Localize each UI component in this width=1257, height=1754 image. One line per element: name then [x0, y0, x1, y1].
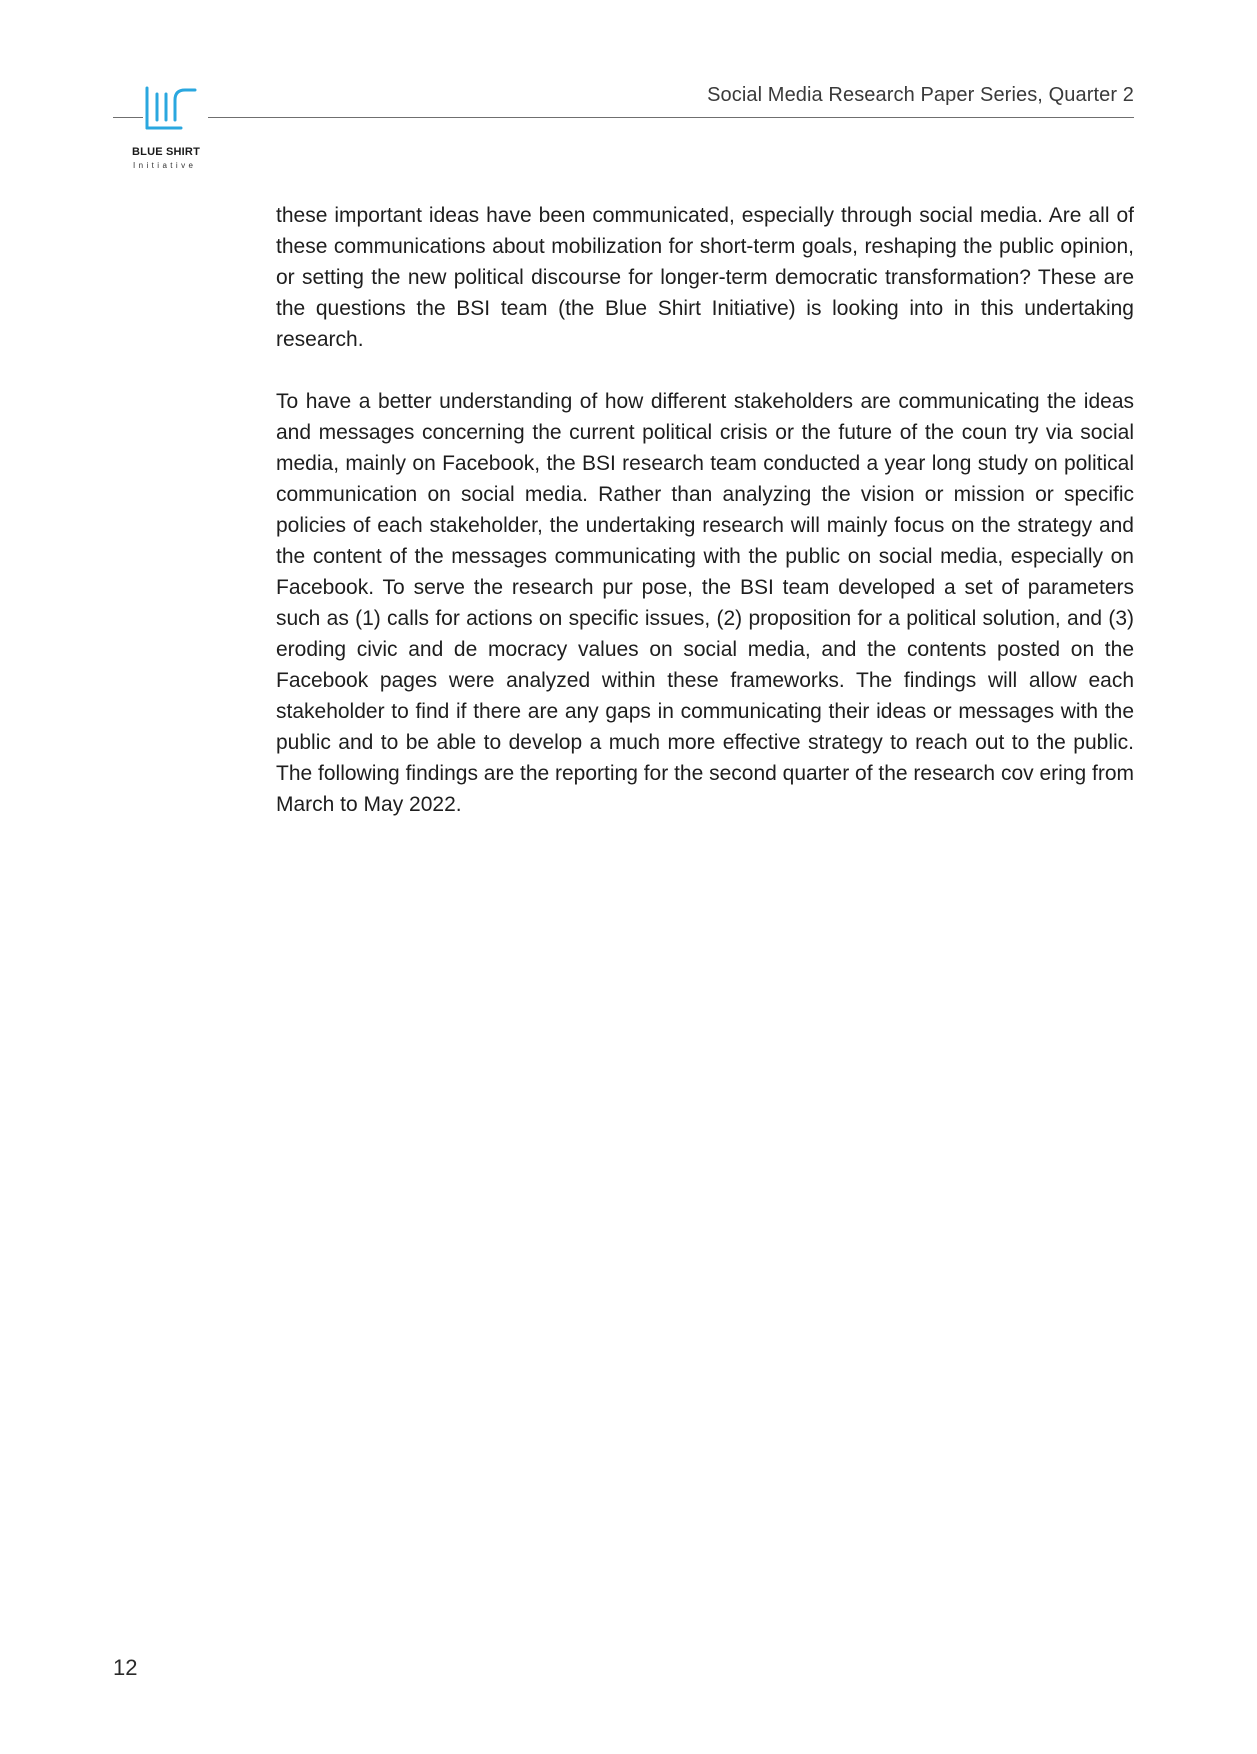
body-text [276, 200, 1134, 851]
page-number: 12 [113, 1655, 138, 1680]
paragraph-2: To have a better understanding of how different stakeholders are communicating the ideas and messages concerning the current political crisis or the future of the coun try via social media, mainly on Facebook, the BSI research team conducted a year long study on political communication on social media. Rather than analyzing the vision or mission or specific policies of each stakeholder, the undertaking research will mainly focus on the strategy and the content of the messages communicating with the public on social media, especially on Facebook. To serve the research pur pose, the BSI team developed a set of parameters such as (1) calls for actions on specific issues, (2) proposition for a political solution, and (3) eroding civic and de mocracy values on social media, and the contents posted on the Facebook pages were analyzed within these frameworks. The findings will allow each stakeholder to find if there are any gaps in communicating their ideas or messages with the public and to be able to develop a much more effective strategy to reach out to the public. The following findings are the reporting for the second quarter of the research cov ering from March to May 2022. [276, 390, 1134, 816]
logo-name: BLUE SHIRT [132, 146, 200, 158]
paragraph-1: these important ideas have been communicated, especially through social media. Are all of these communications about mobilization for short-term goals, reshaping the public opinion, or setting the new political discourse for longer-term democratic transformation? These are the questions the BSI team (the Blue Shirt Initiative) is looking into in this undertaking research. [276, 204, 1134, 351]
running-header: Social Media Research Paper Series, Quarter 2 [707, 84, 1134, 106]
header-rule-left [113, 117, 143, 118]
logo-subtitle: Initiative [133, 161, 197, 170]
logo-mark-icon [143, 80, 199, 136]
header-rule [208, 117, 1134, 118]
blue-shirt-logo [128, 80, 212, 175]
